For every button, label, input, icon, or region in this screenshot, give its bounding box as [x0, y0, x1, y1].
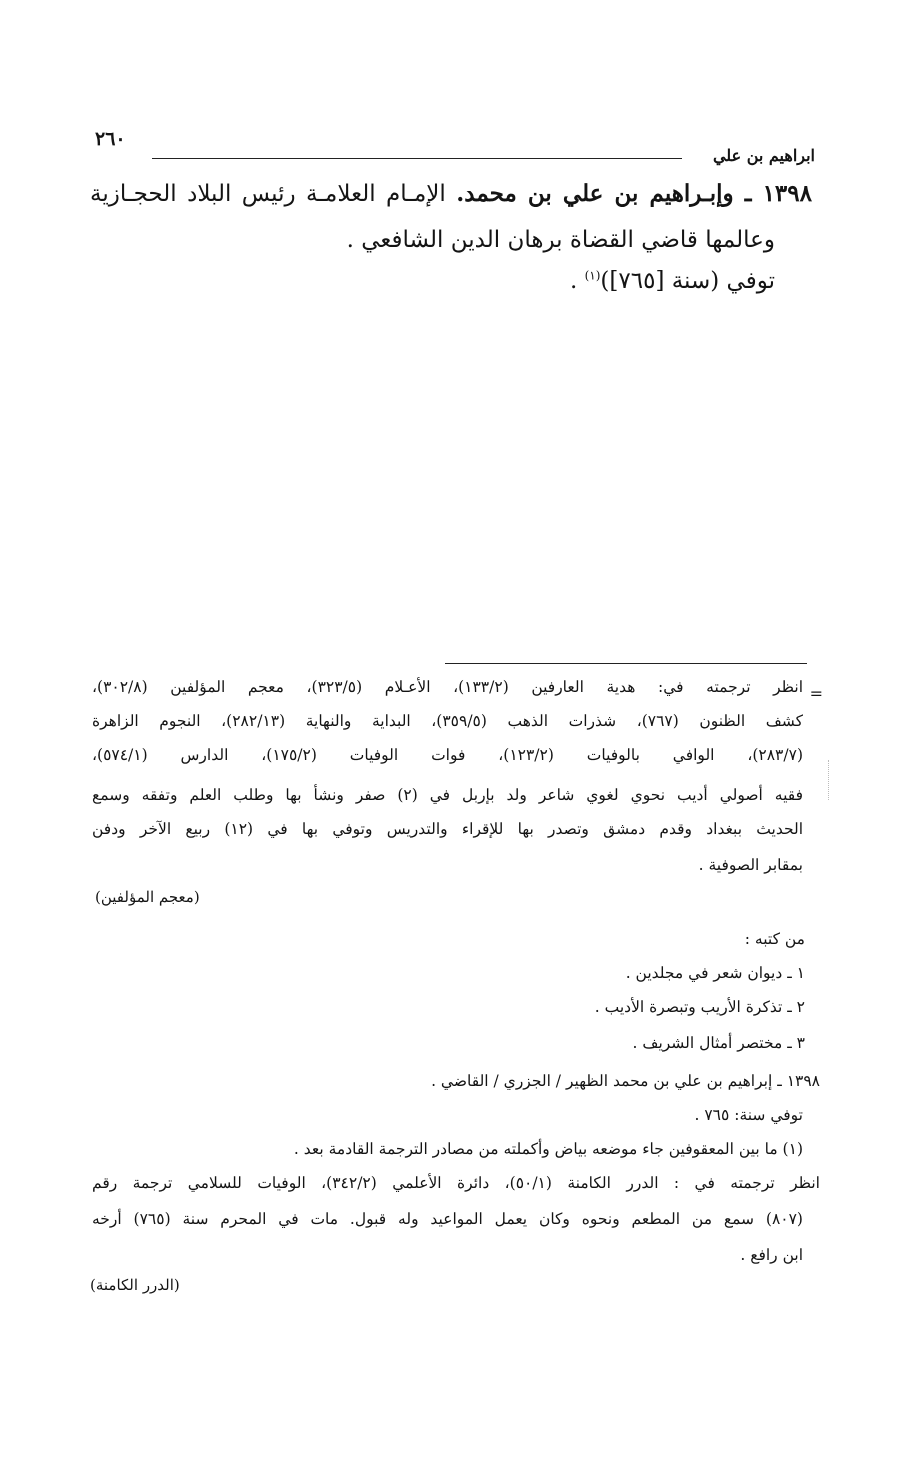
entry-line-1-rest: الإمـام العلامـة رئيس البلاد الحجـازية — [90, 181, 457, 207]
footnote-line-6: بمقابر الصوفية . — [698, 856, 803, 874]
entry-heading: ١٣٩٨ ـ وإبـراهيم بن علي بن محمد. — [456, 180, 812, 207]
footnote-entry-2: ١٣٩٨ ـ إبراهيم بن علي بن محمد الظهير / الجزري / القاضي . — [431, 1072, 820, 1090]
books-heading: من كتبه : — [744, 930, 805, 948]
entry-line-2: وعالمها قاضي القضاة برهان الدين الشافعي . — [346, 227, 775, 253]
footnote-line-4: فقيه أصولي أديب نحوي لغوي شاعر ولد بإربل في (٢) صفر ونشأ بها وطلب العلم وتفقه وسمع — [92, 786, 803, 804]
book-item-1: ١ ـ ديوان شعر في مجلدين . — [625, 964, 805, 982]
book-item-3: ٣ ـ مختصر أمثال الشريف . — [632, 1034, 805, 1052]
margin-mark — [828, 760, 831, 800]
note-line-4: ابن رافع . — [740, 1246, 803, 1264]
note-line-2: انظر ترجمته في : الدرر الكامنة (٥٠/١)، دائرة الأعلمي (٣٤٢/٢)، الوفيات للسلامي ترجمة رقم — [92, 1174, 820, 1192]
note-1: (١) ما بين المعقوفين جاء موضعه بياض وأكملته من مصادر الترجمة القادمة بعد . — [293, 1140, 803, 1158]
footnote-divider — [445, 663, 807, 664]
book-item-2: ٢ ـ تذكرة الأريب وتبصرة الأديب . — [594, 998, 805, 1016]
source-citation-1: (معجم المؤلفين) — [95, 888, 200, 906]
footnote-line-2: كشف الظنون (٧٦٧)، شذرات الذهب (٣٥٩/٥)، البداية والنهاية (٢٨٢/١٣)، النجوم الزاهرة — [92, 712, 803, 730]
entry-line-1 — [90, 180, 812, 207]
continuation-mark: = — [809, 684, 823, 703]
footnote-line-5: الحديث ببغداد وقدم دمشق وتصدر بها للإقراء والتدريس وتوفي بها في (١٢) ربيع الآخر ودفن — [92, 820, 803, 838]
footnote-entry-2-death: توفي سنة: ٧٦٥ . — [694, 1106, 803, 1124]
source-citation-2: (الدرر الكامنة) — [90, 1276, 180, 1294]
note-line-3: (٨٠٧) سمع من المطعم ونحوه وكان يعمل المواعيد وله قبول. مات في المحرم سنة (٧٦٥) أرخه — [92, 1210, 803, 1228]
footnote-line-3: (٢٨٣/٧)، الوافي بالوفيات (١٢٣/٢)، فوات الوفيات (١٧٥/٢)، الدارس (٥٧٤/١)، — [92, 746, 803, 764]
entry-line-3 — [570, 268, 775, 294]
header-rule — [152, 158, 682, 159]
footnote-line-1: انظر ترجمته في: هدية العارفين (١٣٣/٢)، الأعـلام (٣٢٣/٥)، معجم المؤلفين (٣٠٢/٨)، — [92, 678, 803, 696]
entry-line-3-end: . — [569, 268, 585, 294]
footnote-ref: (١) — [584, 268, 601, 283]
running-title: ابراهيم بن علي — [712, 146, 815, 165]
entry-death: توفي (سنة [٧٦٥]) — [600, 268, 775, 294]
page-number: ٢٦٠ — [95, 128, 126, 150]
